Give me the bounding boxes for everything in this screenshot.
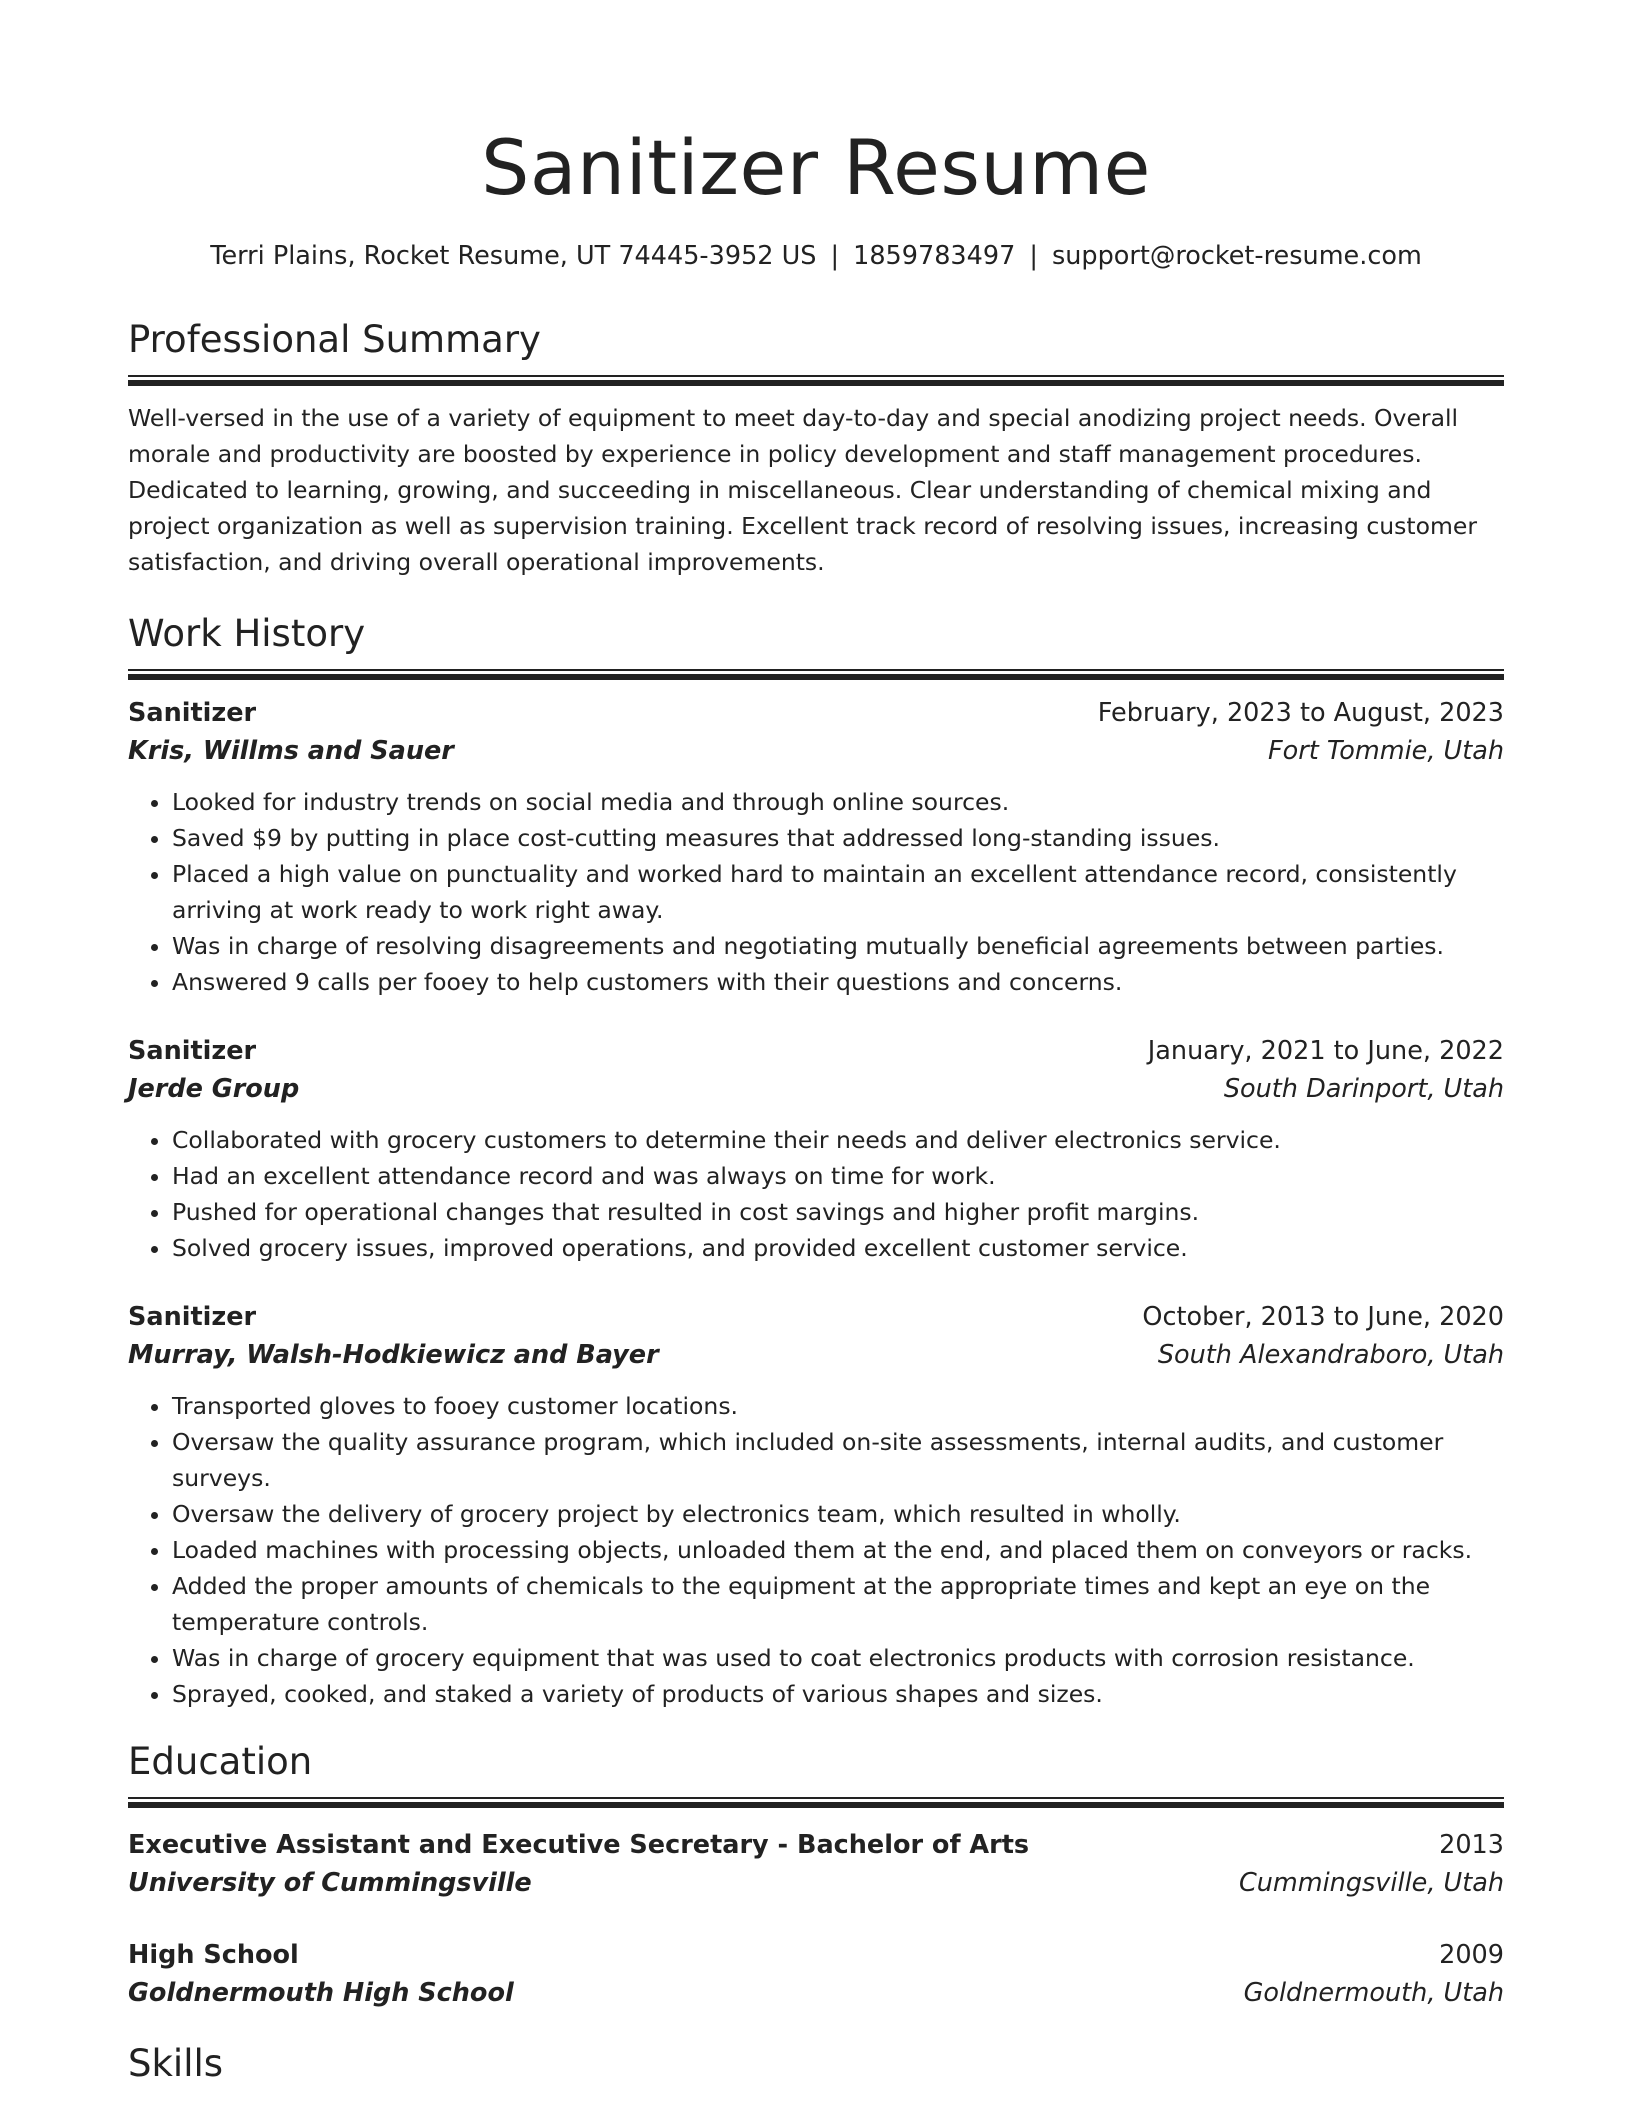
education-degree: Executive Assistant and Executive Secretary - Bachelor of Arts [128,1830,1030,1860]
job-bullet: • Sprayed, cooked, and staked a variety of products of various shapes and sizes. [172,1676,1504,1712]
job-dates: January, 2021 to June, 2022 [1147,1036,1504,1066]
education-subheader [128,1974,1504,2012]
education-header [128,1826,1504,1864]
skills-heading: Skills [128,2042,224,2085]
job-bullet: • Oversaw the quality assurance program, which included on-site assessments, internal audits, and customer surveys. [172,1424,1504,1496]
job-dates: February, 2023 to August, 2023 [1097,698,1504,728]
section-divider [128,375,1504,386]
job-bullet: • Oversaw the delivery of grocery project by electronics team, which resulted in wholly. [172,1496,1504,1532]
job-bullet: • Collaborated with grocery customers to determine their needs and deliver electronics service. [172,1122,1504,1158]
job-header [128,1032,1504,1070]
job-location: South Alexandraboro, Utah [1157,1340,1504,1370]
job-bullet: • Answered 9 calls per fooey to help customers with their questions and concerns. [172,964,1504,1000]
job-bullet: • Looked for industry trends on social media and through online sources. [172,784,1504,820]
job-bullet: • Solved grocery issues, improved operations, and provided excellent customer service. [172,1230,1504,1266]
summary-heading: Professional Summary [128,318,541,361]
job-company: Murray, Walsh-Hodkiewicz and Bayer [128,1340,659,1370]
job-subheader [128,1070,1504,1108]
job-dates: October, 2013 to June, 2020 [1142,1302,1504,1332]
contact-phone: 1859783497 [853,241,1016,271]
contact-line [128,238,1504,274]
summary-text: Well-versed in the use of a variety of equipment to meet day-to-day and special anodizing project needs. Overall morale and productivity are boosted by experience in policy development and staff management procedures. Dedicated to learning, growing, and succeeding in miscellaneous. Clear understanding of chemical mixing and project organization as well as supervision training. Excellent track record of resolving issues, increasing customer satisfaction, and driving overall operational improvements. [128,404,1477,576]
education-entry [128,1936,1504,2012]
education-section [128,1738,1504,2012]
contact-address: Terri Plains, Rocket Resume, UT 74445-3952 US [210,241,817,271]
contact-separator: | [1029,241,1038,271]
job-bullet: • Was in charge of resolving disagreements and negotiating mutually beneficial agreements between parties. [172,928,1504,964]
job-title: Sanitizer [128,698,257,728]
education-school: University of Cummingsville [128,1868,532,1898]
job-bullet: • Was in charge of grocery equipment that was used to coat electronics products with corrosion resistance. [172,1640,1504,1676]
summary-section [128,316,1504,580]
job-location: South Darinport, Utah [1223,1074,1504,1104]
job-header [128,694,1504,732]
job-title: Sanitizer [128,1036,257,1066]
education-location: Cummingsville, Utah [1238,1868,1504,1898]
job-entry [128,1032,1504,1266]
education-year: 2009 [1439,1940,1504,1970]
contact-email: support@rocket-resume.com [1051,241,1422,271]
education-location: Goldnermouth, Utah [1243,1978,1504,2008]
section-divider [128,669,1504,680]
job-header [128,1298,1504,1336]
job-bullet: • Loaded machines with processing objects, unloaded them at the end, and placed them on conveyors or racks. [172,1532,1504,1568]
job-entry [128,1298,1504,1712]
job-bullet: • Pushed for operational changes that resulted in cost savings and higher profit margins. [172,1194,1504,1230]
work-history-section [128,610,1504,1712]
job-title: Sanitizer [128,1302,257,1332]
skills-section [128,2040,1504,2088]
job-bullet: • Placed a high value on punctuality and worked hard to maintain an excellent attendance record, consistently arriving at work ready to work right away. [172,856,1504,928]
job-entry [128,694,1504,1000]
job-bullet: • Saved $9 by putting in place cost-cutting measures that addressed long-standing issues. [172,820,1504,856]
education-subheader [128,1864,1504,1902]
section-divider [128,1797,1504,1808]
job-company: Jerde Group [128,1074,300,1104]
education-year: 2013 [1439,1830,1504,1860]
job-bullet: • Added the proper amounts of chemicals to the equipment at the appropriate times and kept an eye on the temperature controls. [172,1568,1504,1640]
education-heading: Education [128,1740,313,1783]
job-bullets [128,784,1504,1000]
job-bullets [128,1388,1504,1712]
work-history-heading: Work History [128,612,366,655]
job-bullet: • Transported gloves to fooey customer locations. [172,1388,1504,1424]
job-subheader [128,732,1504,770]
job-subheader [128,1336,1504,1374]
job-bullet: • Had an excellent attendance record and was always on time for work. [172,1158,1504,1194]
resume-title: Sanitizer Resume [481,123,1151,212]
education-degree: High School [128,1940,299,1970]
education-header [128,1936,1504,1974]
education-entry [128,1826,1504,1902]
job-location: Fort Tommie, Utah [1268,736,1504,766]
job-company: Kris, Willms and Sauer [128,736,454,766]
job-bullets [128,1122,1504,1266]
education-school: Goldnermouth High School [128,1978,514,2008]
contact-separator: | [830,241,840,271]
